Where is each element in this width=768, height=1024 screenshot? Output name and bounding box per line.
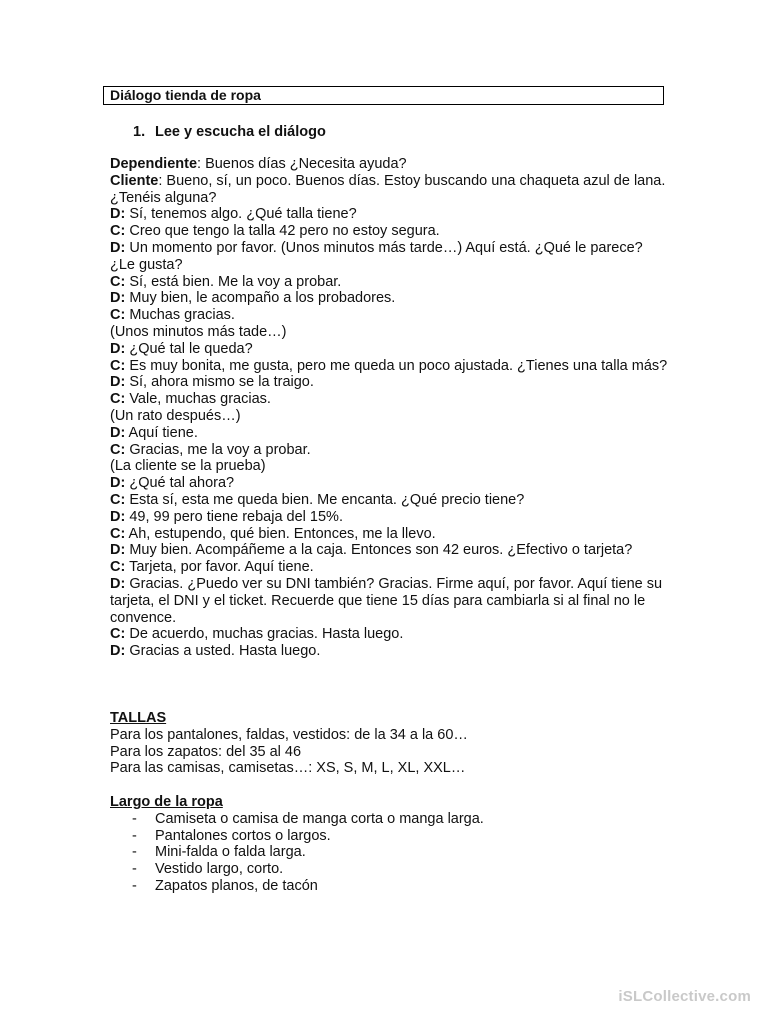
dialog-text: Buenos días ¿Necesita ayuda? — [201, 156, 407, 172]
dialog-line — [110, 290, 670, 307]
dialog-text: Esta sí, esta me queda bien. Me encanta. ¿Qué precio tiene? — [125, 491, 525, 508]
dialog-line — [110, 475, 670, 492]
list-item-text: Mini-falda o falda larga. — [155, 844, 306, 861]
dialog-line — [110, 509, 670, 526]
largo-list — [110, 811, 670, 895]
dialog-line — [110, 274, 670, 291]
dialog-text: (Un rato después…) — [110, 407, 241, 424]
speaker-label: D: — [110, 575, 126, 592]
dialog-line — [110, 173, 670, 207]
list-item-text: Pantalones cortos o largos. — [155, 827, 331, 844]
dialog-line — [110, 626, 670, 643]
dialog-text: Muchas gracias. — [125, 307, 235, 324]
bullet-dash: - — [132, 844, 137, 861]
dialog-text: Gracias, me la voy a probar. — [125, 441, 311, 458]
largo-heading: Largo de la ropa — [110, 794, 223, 810]
dialog-line — [110, 542, 670, 559]
speaker-label: C: — [110, 273, 126, 290]
dialog-line — [110, 341, 670, 358]
dialog-text: Sí, tenemos algo. ¿Qué talla tiene? — [125, 206, 357, 223]
dialog-text: ¿Qué tal ahora? — [125, 475, 235, 492]
speaker-label: Dependiente — [110, 156, 198, 172]
task-number: 1. — [133, 124, 146, 140]
list-item — [110, 811, 670, 828]
bullet-dash: - — [132, 827, 137, 844]
dialog-text: Aquí tiene. — [125, 424, 198, 441]
dialog-line — [110, 526, 670, 543]
dialog-text: Muy bien. Acompáñeme a la caja. Entonces son 42 euros. ¿Efectivo o tarjeta? — [125, 542, 633, 559]
tallas-section — [110, 710, 670, 777]
dialog-line — [110, 492, 670, 509]
list-item — [110, 861, 670, 878]
speaker-label: D: — [110, 508, 126, 525]
dialog-line — [110, 458, 670, 475]
task-instruction — [133, 123, 326, 141]
dialog-line — [110, 442, 670, 459]
speaker-label: C: — [110, 626, 126, 643]
dialog-text: Ah, estupendo, qué bien. Entonces, me la llevo. — [125, 525, 436, 542]
dialog-text: Bueno, sí, un poco. Buenos días. Estoy buscando una chaqueta azul de lana. ¿Tenéis alguna? — [110, 172, 666, 206]
tallas-line: Para los zapatos: del 35 al 46 — [110, 743, 302, 760]
tallas-line: Para las camisas, camisetas…: XS, S, M, L, XL, XXL… — [110, 760, 466, 777]
dialog-text: Muy bien, le acompaño a los probadores. — [125, 290, 396, 307]
speaker-label: D: — [110, 340, 126, 357]
task-text: Lee y escucha el diálogo — [155, 124, 326, 140]
dialog-line — [110, 391, 670, 408]
dialog-text: 49, 99 pero tiene rebaja del 15%. — [125, 508, 343, 525]
dialog-text: Un momento por favor. (Unos minutos más tarde…) Aquí está. ¿Qué le parece? ¿Le gusta? — [110, 239, 643, 273]
speaker-label: C: — [110, 559, 126, 576]
speaker-label: D: — [110, 239, 126, 256]
list-item-text: Zapatos planos, de tacón — [155, 877, 318, 894]
dialog-transcript — [110, 156, 670, 660]
dialog-text: Es muy bonita, me gusta, pero me queda un poco ajustada. ¿Tienes una talla más? — [125, 357, 668, 374]
dialog-text: De acuerdo, muchas gracias. Hasta luego. — [125, 626, 404, 643]
speaker-label: D: — [110, 374, 126, 391]
speaker-label: D: — [110, 290, 126, 307]
list-item-text: Vestido largo, corto. — [155, 861, 284, 878]
bullet-dash: - — [132, 810, 137, 827]
dialog-text: (La cliente se la prueba) — [110, 458, 266, 475]
dialog-line — [110, 156, 670, 173]
dialog-line — [110, 358, 670, 375]
dialog-text: Tarjeta, por favor. Aquí tiene. — [125, 559, 314, 576]
speaker-label: C: — [110, 357, 126, 374]
dialog-line — [110, 223, 670, 240]
dialog-line — [110, 374, 670, 391]
speaker-label: C: — [110, 441, 126, 458]
dialog-text: Gracias a usted. Hasta luego. — [125, 643, 321, 660]
speaker-separator: : — [197, 156, 202, 172]
bullet-dash: - — [132, 861, 137, 878]
dialog-line — [110, 408, 670, 425]
speaker-label: C: — [110, 491, 126, 508]
dialog-text: Sí, está bien. Me la voy a probar. — [125, 273, 342, 290]
list-item — [110, 878, 670, 895]
speaker-label: Cliente — [110, 172, 159, 189]
tallas-heading: TALLAS — [110, 710, 167, 726]
speaker-label: C: — [110, 391, 126, 408]
speaker-label: D: — [110, 206, 126, 223]
speaker-label: C: — [110, 307, 126, 324]
speaker-label: D: — [110, 542, 126, 559]
speaker-label: D: — [110, 424, 126, 441]
list-item-text: Camiseta o camisa de manga corta o manga larga. — [155, 810, 484, 827]
dialog-text: Sí, ahora mismo se la traigo. — [125, 374, 314, 391]
tallas-line: Para los pantalones, faldas, vestidos: de la 34 a la 60… — [110, 726, 468, 743]
dialog-line — [110, 643, 670, 660]
dialog-text: Gracias. ¿Puedo ver su DNI también? Gracias. Firme aquí, por favor. Aquí tiene su tarjeta, el DNI y el ticket. Recuerde que tiene 15 días para cambiarla si al final no le convence. — [110, 575, 663, 626]
dialog-line — [110, 425, 670, 442]
dialog-line — [110, 240, 670, 274]
speaker-label: D: — [110, 475, 126, 492]
bullet-dash: - — [132, 877, 137, 894]
largo-section — [110, 794, 670, 895]
list-item — [110, 844, 670, 861]
worksheet-title: Diálogo tienda de ropa — [103, 86, 664, 105]
dialog-line — [110, 206, 670, 223]
speaker-label: C: — [110, 223, 126, 240]
dialog-text: Vale, muchas gracias. — [125, 391, 271, 408]
dialog-line — [110, 307, 670, 324]
list-item — [110, 828, 670, 845]
dialog-text: Creo que tengo la talla 42 pero no estoy segura. — [125, 223, 440, 240]
dialog-text: (Unos minutos más tade…) — [110, 323, 287, 340]
speaker-label: D: — [110, 643, 126, 660]
dialog-text: ¿Qué tal le queda? — [125, 340, 253, 357]
site-watermark: iSLCollective.com — [618, 988, 751, 1005]
dialog-line — [110, 324, 670, 341]
dialog-line — [110, 576, 670, 626]
speaker-label: C: — [110, 525, 126, 542]
dialog-line — [110, 559, 670, 576]
speaker-separator: : — [158, 172, 163, 189]
